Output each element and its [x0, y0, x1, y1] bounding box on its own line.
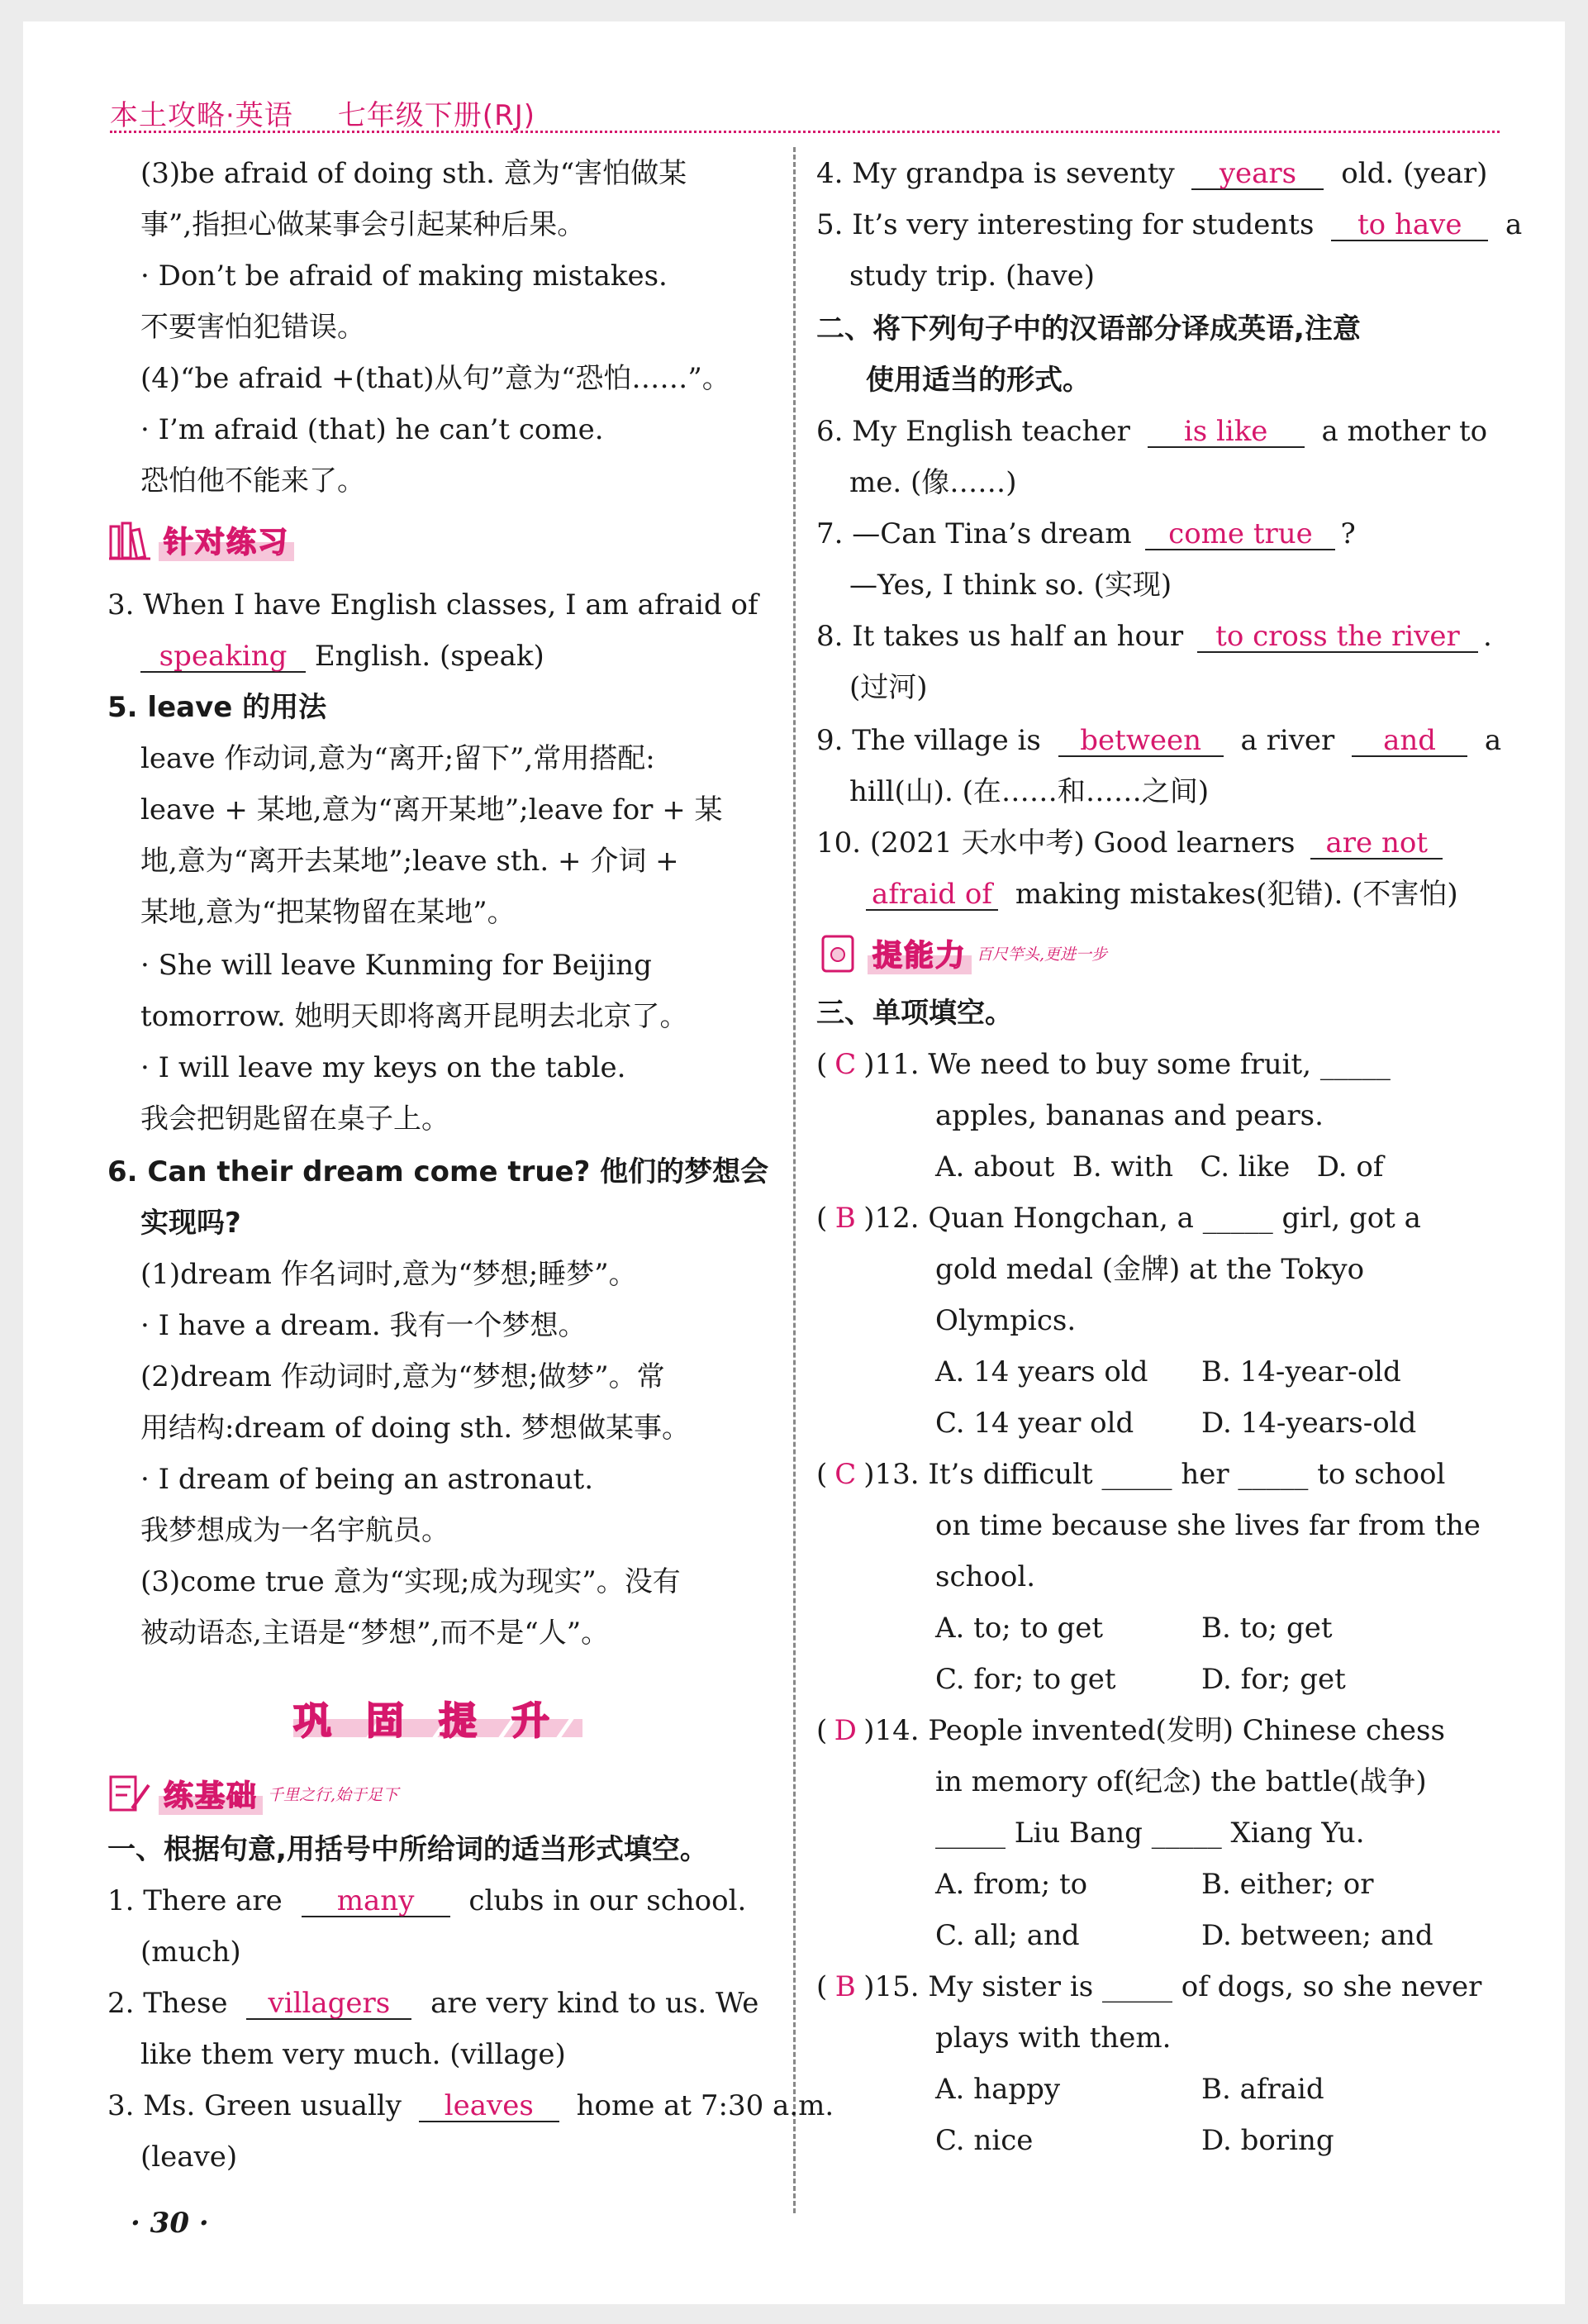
text-line: (4)“be afraid +(that)从句”意为“恐怕……”。 [140, 362, 730, 395]
section-title-dream: 6. Can their dream come true? 他们的梦想会 [107, 1155, 769, 1188]
exercise-3-hint: (leave) [140, 2141, 238, 2174]
mc-option: D. for; get [1201, 1663, 1346, 1696]
basic-banner-label: 练基础 [159, 1773, 263, 1815]
exercise-1-hint: (much) [140, 1936, 241, 1969]
translation-line: 恐怕他不能来了。 [140, 464, 365, 498]
exercise-1: 1. There are many clubs in our school. [107, 1884, 747, 1917]
example-line: · She will leave Kunming for Beijing [140, 949, 652, 982]
text-line: leave + 某地,意为“离开某地”;leave for + 某 [140, 793, 723, 826]
answer-3: speaking [159, 640, 288, 673]
mc-question-12-line: gold medal (金牌) at the Tokyo [935, 1253, 1365, 1286]
translate-6-line2: me. (像……) [849, 466, 1017, 499]
question-3-line2: speaking English. (speak) [140, 640, 544, 673]
example-line: · I’m afraid (that) he can’t come. [140, 413, 604, 446]
mc-options-11: A. about B. with C. like D. of [935, 1150, 1384, 1183]
example-line: · I have a dream. 我有一个梦想。 [140, 1309, 587, 1342]
mc-option: C. nice [935, 2124, 1034, 2157]
mc-question-11-line: apples, bananas and pears. [935, 1099, 1324, 1132]
translate-6: 6. My English teacher is like a mother to [816, 415, 1488, 448]
text-line: (1)dream 作名词时,意为“梦想;睡梦”。 [140, 1258, 637, 1291]
exercise-5: 5. It’s very interesting for students to have a [816, 208, 1523, 241]
example-line: · Don’t be afraid of making mistakes. [140, 260, 668, 293]
mc-answer-15: B [834, 1970, 856, 2003]
translation-line: 我梦想成为一名宇航员。 [140, 1514, 449, 1547]
mc-option: A. happy [935, 2073, 1061, 2106]
answer-3-leave: leaves [444, 2089, 534, 2122]
text-line: 地,意为“离开去某地”;leave sth. + 介词 + [140, 845, 679, 878]
consolidate-banner [293, 1688, 582, 1754]
text-line: (3)come true 意为“实现;成为现实”。没有 [140, 1565, 681, 1598]
header-rule [110, 131, 1500, 133]
translation-line: 我会把钥匙留在桌子上。 [140, 1102, 449, 1136]
consolidate-char: 升 [511, 1698, 549, 1743]
text-line: (3)be afraid of doing sth. 意为“害怕做某 [140, 157, 687, 190]
answer-10b: afraid of [872, 878, 992, 911]
translate-8: 8. It takes us half an hour to cross the river . [816, 620, 1492, 653]
basic-banner-sub: 千里之行,始于足下 [268, 1786, 399, 1804]
section-3-title: 三、单项填空。 [816, 997, 1013, 1030]
mc-option: D. boring [1201, 2124, 1334, 2157]
translate-9: 9. The village is between a river and a [816, 724, 1502, 757]
header [110, 93, 535, 133]
translation-line: 不要害怕犯错误。 [140, 311, 365, 344]
consolidate-char: 巩 [293, 1698, 331, 1743]
section-2-title-2: 使用适当的形式。 [866, 364, 1091, 397]
text-line: leave 作动词,意为“离开;留下”,常用搭配: [140, 742, 655, 775]
exercise-4: 4. My grandpa is seventy years old. (year) [816, 157, 1488, 190]
exercise-2: 2. These villagers are very kind to us. We [107, 1987, 759, 2020]
mc-question-12-line: Olympics. [935, 1304, 1077, 1337]
scroll-icon [816, 933, 861, 974]
exercise-2-line2: like them very much. (village) [140, 2038, 566, 2071]
mc-question-13-line: school. [935, 1560, 1036, 1593]
text-line: 某地,意为“把某物留在某地”。 [140, 896, 516, 929]
translate-10: 10. (2021 天水中考) Good learners are not [816, 826, 1449, 860]
mc-option: D. 14-years-old [1201, 1407, 1417, 1440]
answer-4: years [1219, 157, 1297, 190]
mc-option: C. all; and [935, 1919, 1080, 1952]
mc-question-11: ( C )11. We need to buy some fruit, _____ [816, 1048, 1391, 1081]
text-line: 用结构:dream of doing sth. 梦想做某事。 [140, 1412, 690, 1445]
text-line: 被动语态,主语是“梦想”,而不是“人”。 [140, 1617, 610, 1650]
translate-8-hint: (过河) [849, 671, 928, 704]
mc-option: C. for; to get [935, 1663, 1116, 1696]
consolidate-char: 固 [366, 1698, 404, 1743]
answer-8: to cross the river [1215, 620, 1460, 653]
mc-option: A. from; to [935, 1868, 1088, 1901]
answer-5: to have [1357, 208, 1462, 241]
example-line: · I will leave my keys on the table. [140, 1051, 626, 1084]
translate-7-reply: —Yes, I think so. (实现) [849, 569, 1172, 602]
answer-10a: are not [1325, 826, 1429, 860]
translate-7: 7. —Can Tina’s dream come true ? [816, 517, 1356, 550]
mc-option: C. 14 year old [935, 1407, 1134, 1440]
mc-option: B. to; get [1201, 1612, 1333, 1645]
consolidate-char: 提 [439, 1698, 477, 1743]
pencil-note-icon [107, 1774, 152, 1815]
ability-banner-sub: 百尺竿头,更进一步 [977, 945, 1108, 964]
example-line: · I dream of being an astronaut. [140, 1463, 594, 1496]
mc-question-15-line: plays with them. [935, 2022, 1172, 2055]
question-3: 3. When I have English classes, I am afraid of [107, 588, 758, 621]
mc-option: A. 14 years old [935, 1355, 1148, 1388]
mc-question-14-line: _____ Liu Bang _____ Xiang Yu. [935, 1817, 1365, 1850]
header-title: 本土攻略·英语 [110, 99, 293, 132]
mc-question-14: ( D )14. People invented(发明) Chinese chess [816, 1714, 1445, 1747]
answer-9a: between [1080, 724, 1202, 757]
mc-answer-14: D [834, 1714, 857, 1747]
mc-answer-12: B [834, 1202, 856, 1235]
mc-question-14-line: in memory of(纪念) the battle(战争) [935, 1765, 1427, 1798]
exercise-5-line2: study trip. (have) [849, 260, 1095, 293]
mc-option: B. afraid [1201, 2073, 1324, 2106]
mc-option: B. either; or [1201, 1868, 1374, 1901]
answer-1: many [336, 1884, 415, 1917]
column-divider [793, 147, 796, 2213]
mc-answer-13: C [834, 1458, 857, 1491]
header-grade: 七年级下册(RJ) [337, 99, 535, 132]
mc-answer-11: C [834, 1048, 857, 1081]
practice-banner [107, 519, 294, 561]
basic-banner [107, 1773, 398, 1815]
text-line: 事”,指担心做某事会引起某种后果。 [140, 208, 586, 241]
section-2-title: 二、将下列句子中的汉语部分译成英语,注意 [816, 312, 1361, 345]
text-line: (2)dream 作动词时,意为“梦想;做梦”。常 [140, 1360, 665, 1393]
example-line: tomorrow. 她明天即将离开昆明去北京了。 [140, 1000, 688, 1033]
mc-option: B. 14-year-old [1201, 1355, 1401, 1388]
mc-option: A. to; to get [935, 1612, 1104, 1645]
answer-2: villagers [268, 1987, 391, 2020]
mc-question-13-line: on time because she lives far from the [935, 1509, 1481, 1542]
section-title-leave: 5. leave 的用法 [107, 691, 327, 724]
mc-option: D. between; and [1201, 1919, 1433, 1952]
mc-question-15: ( B )15. My sister is _____ of dogs, so she never [816, 1970, 1482, 2003]
practice-banner-label: 针对练习 [159, 519, 294, 561]
answer-7: come true [1168, 517, 1313, 550]
translate-9-line2: hill(山). (在……和……之间) [849, 775, 1210, 808]
mc-question-12: ( B )12. Quan Hongchan, a _____ girl, got a [816, 1202, 1421, 1235]
section-1-title: 一、根据句意,用括号中所给词的适当形式填空。 [107, 1833, 708, 1866]
answer-6: is like [1183, 415, 1268, 448]
translate-10-line2: afraid of making mistakes(犯错). (不害怕) [866, 878, 1458, 911]
ability-banner [816, 932, 1107, 974]
section-title-dream-2: 实现吗? [140, 1207, 241, 1240]
exercise-3: 3. Ms. Green usually leaves home at 7:30 a.m. [107, 2089, 834, 2122]
page-number: · 30 · [131, 2207, 209, 2240]
mc-question-13: ( C )13. It’s difficult _____ her _____ to school [816, 1458, 1446, 1491]
answer-9b: and [1383, 724, 1437, 757]
ability-banner-label: 提能力 [868, 932, 972, 974]
books-icon [107, 520, 152, 561]
